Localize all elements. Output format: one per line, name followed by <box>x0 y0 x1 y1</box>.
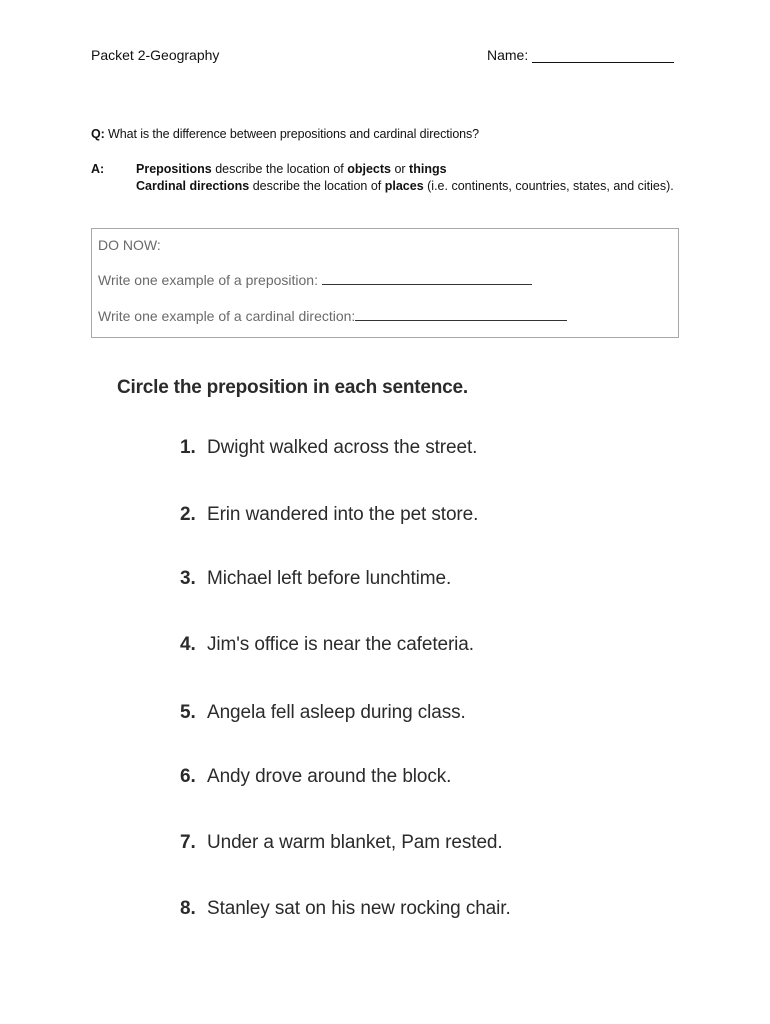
do-now-title: DO NOW: <box>98 237 161 253</box>
do-now-box <box>91 228 679 338</box>
answer-text: describe the location of <box>249 179 385 193</box>
list-item <box>180 437 477 459</box>
answer-text: or <box>390 162 410 176</box>
item-number: 2. <box>180 504 196 525</box>
do-now-cardinal-prompt: Write one example of a cardinal direction: <box>98 308 356 324</box>
item-sentence: Stanley sat on his new rocking chair. <box>207 898 511 919</box>
do-now-cardinal <box>98 308 567 324</box>
answer-label: A: <box>91 162 105 176</box>
item-sentence: Angela fell asleep during class. <box>207 702 466 723</box>
emphasis-word: places <box>384 179 424 193</box>
question-text: What is the difference between prepositions and cardinal directions? <box>104 127 480 141</box>
answer-line-cardinal <box>136 178 676 195</box>
packet-title: Packet 2-Geography <box>91 47 220 63</box>
term-prepositions: Prepositions <box>136 162 212 176</box>
emphasis-word: objects <box>347 162 391 176</box>
list-item <box>180 832 503 854</box>
item-sentence: Jim's office is near the cafeteria. <box>207 634 474 655</box>
term-cardinal-directions: Cardinal directions <box>136 179 250 193</box>
worksheet-title: Circle the preposition in each sentence. <box>117 377 468 398</box>
item-number: 7. <box>180 832 196 853</box>
item-number: 5. <box>180 702 196 723</box>
name-blank-line <box>532 48 674 63</box>
list-item <box>180 504 478 526</box>
answer-line-prepositions <box>136 161 676 178</box>
item-sentence: Dwight walked across the street. <box>207 437 478 458</box>
item-number: 6. <box>180 766 196 787</box>
answer-text: (i.e. continents, countries, states, and cities). <box>423 179 674 193</box>
item-sentence: Andy drove around the block. <box>207 766 452 787</box>
item-sentence: Under a warm blanket, Pam rested. <box>207 832 503 853</box>
item-sentence: Michael left before lunchtime. <box>207 568 452 589</box>
question <box>91 127 479 141</box>
name-field <box>487 47 674 63</box>
emphasis-word: things <box>409 162 447 176</box>
answer-text: describe the location of <box>211 162 348 176</box>
list-item <box>180 898 511 920</box>
name-label: Name: <box>487 47 529 63</box>
item-number: 8. <box>180 898 196 919</box>
answer-blank[interactable] <box>355 308 567 321</box>
item-sentence: Erin wandered into the pet store. <box>207 504 479 525</box>
item-number: 3. <box>180 568 196 589</box>
question-label: Q: <box>91 127 105 141</box>
do-now-preposition <box>98 272 532 288</box>
answer-body <box>136 161 676 195</box>
do-now-preposition-prompt: Write one example of a preposition: <box>98 272 322 288</box>
list-item <box>180 766 451 788</box>
list-item <box>180 568 451 590</box>
item-number: 4. <box>180 634 196 655</box>
list-item <box>180 634 474 656</box>
list-item <box>180 702 466 724</box>
answer-blank[interactable] <box>322 272 532 285</box>
item-number: 1. <box>180 437 196 458</box>
